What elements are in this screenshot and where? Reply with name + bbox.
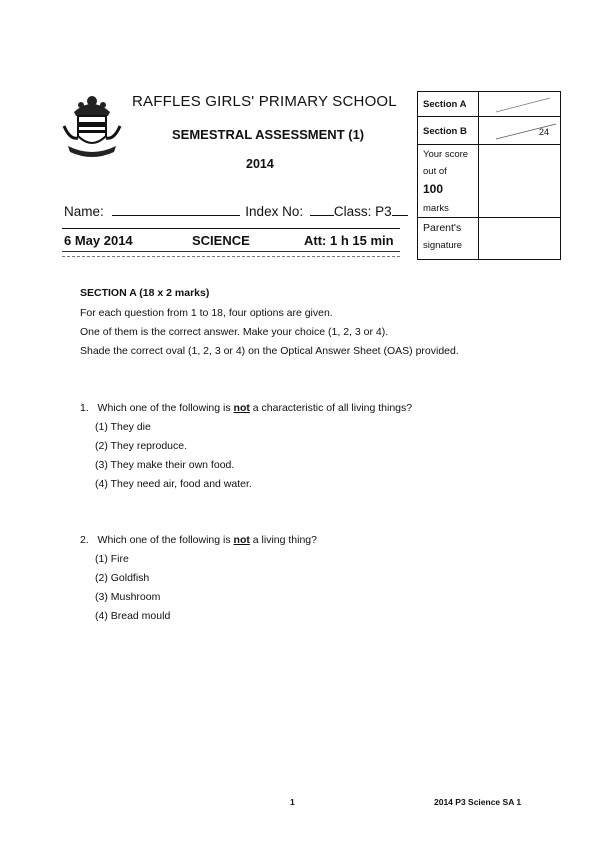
question-number: 2. [80,534,89,546]
answer-option: (1) Fire [95,553,129,565]
class-blank[interactable] [392,203,408,216]
paper-code: 2014 P3 Science SA 1 [434,797,522,807]
answer-option: (2) Goldfish [95,572,150,584]
parent-caption-1: Parent's [423,222,462,234]
score-caption-2: out of [423,166,447,177]
instruction-line: For each question from 1 to 18, four options are given. [80,307,333,319]
answer-option: (3) They make their own food. [95,459,235,471]
school-crest-logo [62,92,122,158]
paper-year: 2014 [246,157,274,171]
header-rule-top [62,228,400,229]
total-marks: 100 [423,182,444,196]
header-rule-dashed [62,256,400,257]
student-details-row [64,203,408,219]
question-emphasis: not [233,402,250,414]
answer-option: (1) They die [95,421,151,433]
name-label: Name: [64,204,104,219]
page-number: 1 [290,797,295,807]
name-blank[interactable] [112,203,240,216]
marks-caption: marks [423,203,449,214]
question-1 [80,402,412,414]
question-text: a living thing? [249,534,317,546]
answer-option: (3) Mushroom [95,591,161,603]
exam-subject: SCIENCE [192,233,250,248]
question-text: Which one of the following is [97,402,234,414]
exam-duration: Att: 1 h 15 min [304,233,394,248]
paper-title: SEMESTRAL ASSESSMENT (1) [172,127,365,142]
index-blank[interactable] [310,203,334,216]
header-rule-bottom [62,251,400,252]
score-table [417,91,561,260]
instruction-line: Shade the correct oval (1, 2, 3 or 4) on the Optical Answer Sheet (OAS) provided. [80,345,459,357]
answer-option: (4) They need air, food and water. [95,478,252,490]
question-text: a characteristic of all living things? [249,402,413,414]
score-caption-1: Your score [423,149,469,160]
answer-option: (2) They reproduce. [95,440,188,452]
section-b-label: Section B [423,126,467,137]
question-emphasis: not [233,534,250,546]
answer-option: (4) Bread mould [95,610,171,622]
section-b-score: 24 [539,127,550,137]
exam-date: 6 May 2014 [64,233,133,248]
section-a-heading: SECTION A (18 x 2 marks) [80,287,210,299]
parent-signature-box[interactable] [479,218,560,260]
section-a-label: Section A [423,99,467,110]
instruction-line: One of them is the correct answer. Make your choice (1, 2, 3 or 4). [80,326,389,338]
class-label: Class: P3 [333,204,392,219]
question-2 [80,534,317,546]
index-label: Index No: [245,204,304,219]
question-number: 1. [80,402,89,414]
school-name: RAFFLES GIRLS' PRIMARY SCHOOL [132,93,397,110]
parent-caption-2: signature [423,240,463,251]
question-text: Which one of the following is [97,534,234,546]
